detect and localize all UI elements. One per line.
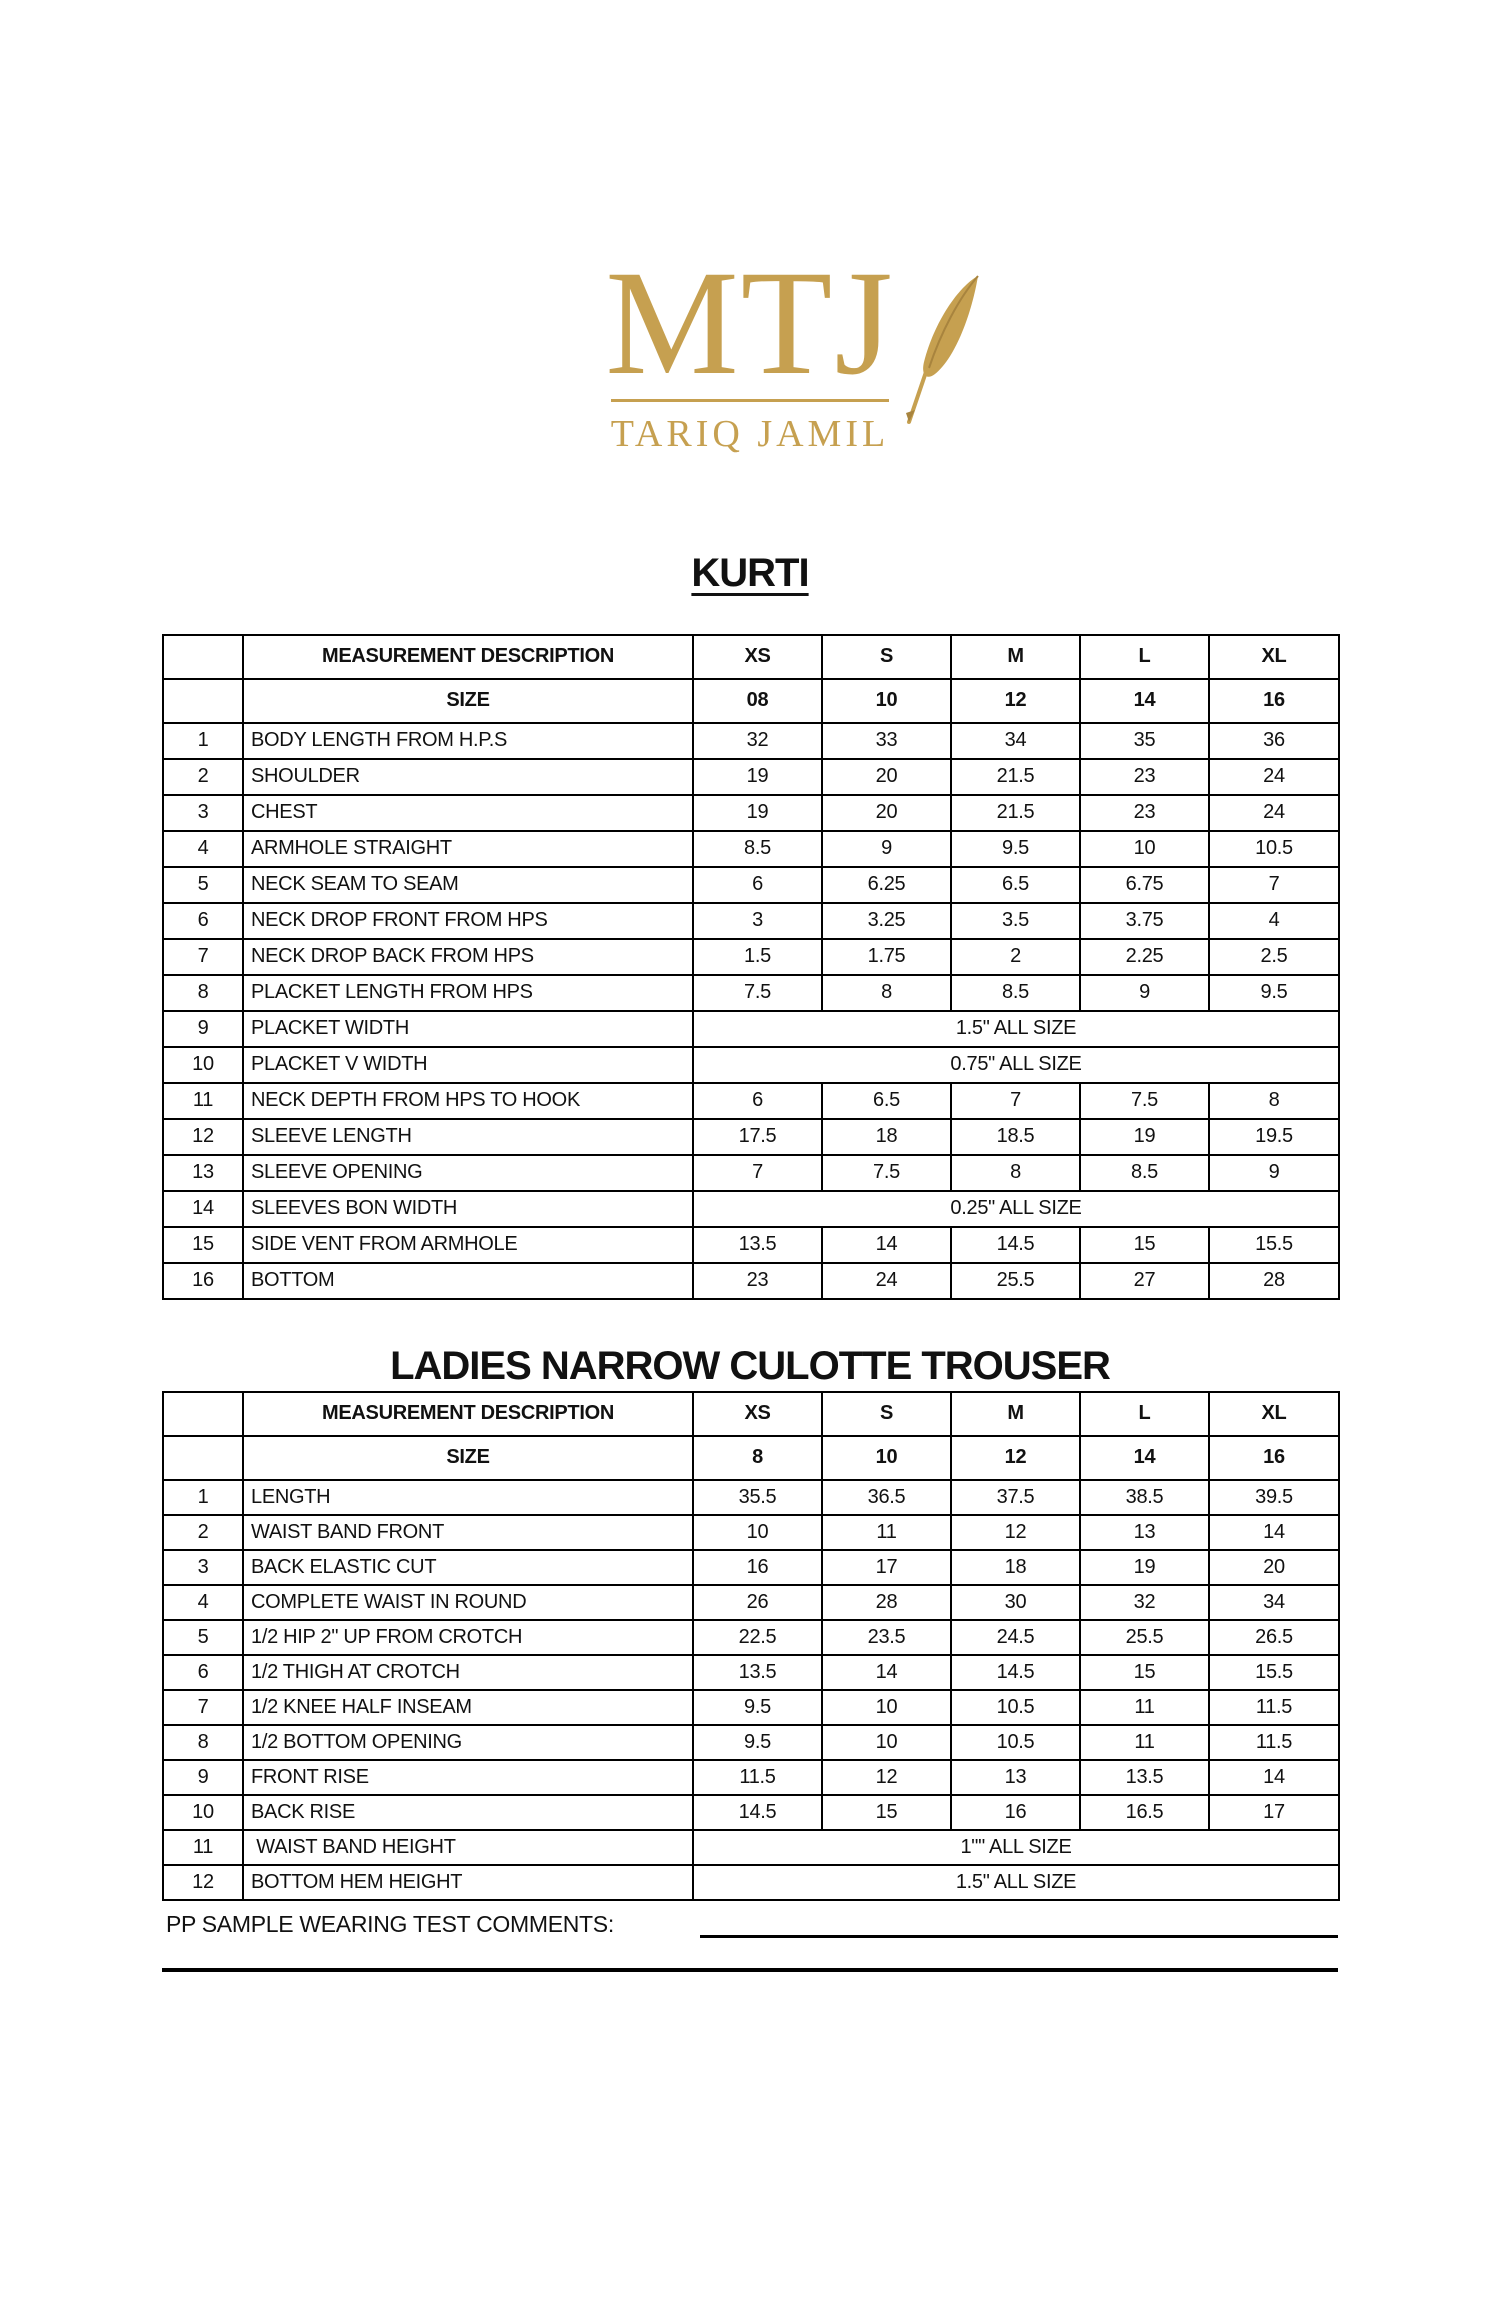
comments-label: PP SAMPLE WEARING TEST COMMENTS: bbox=[166, 1910, 614, 1937]
table-row bbox=[163, 1119, 1339, 1155]
measurement-value-cell: 13.5 bbox=[1080, 1760, 1209, 1795]
measurement-value-cell: 8.5 bbox=[1080, 1155, 1209, 1191]
measurement-value-cell: 33 bbox=[822, 723, 951, 759]
measurement-value-cell: 35 bbox=[1080, 723, 1209, 759]
table-row bbox=[163, 1515, 1339, 1550]
all-size-merged-cell: 0.75" ALL SIZE bbox=[693, 1047, 1339, 1083]
measurement-description-cell: BACK ELASTIC CUT bbox=[243, 1550, 693, 1585]
table-row bbox=[163, 1047, 1339, 1083]
measurement-value-cell: 36.5 bbox=[822, 1480, 951, 1515]
measurement-value-cell: 9.5 bbox=[1209, 975, 1339, 1011]
size-column-header: S bbox=[822, 1392, 951, 1436]
measurement-value-cell: 26.5 bbox=[1209, 1620, 1339, 1655]
row-number-cell: 7 bbox=[163, 1690, 243, 1725]
measurement-description-cell: 1/2 THIGH AT CROTCH bbox=[243, 1655, 693, 1690]
row-number-cell: 13 bbox=[163, 1155, 243, 1191]
row-number-cell: 11 bbox=[163, 1830, 243, 1865]
measurement-value-cell: 34 bbox=[1209, 1585, 1339, 1620]
measurement-value-cell: 11 bbox=[1080, 1725, 1209, 1760]
brand-logo bbox=[162, 240, 1338, 456]
size-row-value: 16 bbox=[1209, 1436, 1339, 1480]
measurement-description-cell: LENGTH bbox=[243, 1480, 693, 1515]
table-row bbox=[163, 939, 1339, 975]
measurement-description-header: MEASUREMENT DESCRIPTION bbox=[243, 1392, 693, 1436]
measurement-value-cell: 6.5 bbox=[822, 1083, 951, 1119]
brand-monogram: MTJ bbox=[605, 240, 895, 406]
measurement-value-cell: 7 bbox=[1209, 867, 1339, 903]
measurement-value-cell: 38.5 bbox=[1080, 1480, 1209, 1515]
measurement-value-cell: 18 bbox=[822, 1119, 951, 1155]
corner-cell bbox=[163, 679, 243, 723]
measurement-value-cell: 11.5 bbox=[1209, 1725, 1339, 1760]
section-title-kurti: KURTI bbox=[691, 550, 809, 595]
table-row bbox=[163, 1690, 1339, 1725]
measurement-value-cell: 3.75 bbox=[1080, 903, 1209, 939]
row-number-cell: 11 bbox=[163, 1083, 243, 1119]
row-number-cell: 10 bbox=[163, 1047, 243, 1083]
measurement-description-cell: 1/2 HIP 2" UP FROM CROTCH bbox=[243, 1620, 693, 1655]
measurement-value-cell: 4 bbox=[1209, 903, 1339, 939]
measurement-value-cell: 3.5 bbox=[951, 903, 1080, 939]
measurement-value-cell: 9 bbox=[1209, 1155, 1339, 1191]
measurement-description-cell: BACK RISE bbox=[243, 1795, 693, 1830]
table-row bbox=[163, 1865, 1339, 1900]
row-number-cell: 3 bbox=[163, 795, 243, 831]
table-row bbox=[163, 1760, 1339, 1795]
measurement-value-cell: 10.5 bbox=[1209, 831, 1339, 867]
measurement-value-cell: 14 bbox=[1209, 1515, 1339, 1550]
table-row bbox=[163, 759, 1339, 795]
table-row bbox=[163, 1830, 1339, 1865]
measurement-value-cell: 17 bbox=[1209, 1795, 1339, 1830]
size-row-value: 14 bbox=[1080, 1436, 1209, 1480]
measurement-description-cell: SHOULDER bbox=[243, 759, 693, 795]
measurement-value-cell: 20 bbox=[822, 795, 951, 831]
measurement-value-cell: 14.5 bbox=[951, 1227, 1080, 1263]
row-number-cell: 5 bbox=[163, 867, 243, 903]
measurement-description-cell: SIDE VENT FROM ARMHOLE bbox=[243, 1227, 693, 1263]
measurement-value-cell: 3 bbox=[693, 903, 822, 939]
measurement-value-cell: 2.25 bbox=[1080, 939, 1209, 975]
size-column-header: XS bbox=[693, 635, 822, 679]
measurement-description-cell: BODY LENGTH FROM H.P.S bbox=[243, 723, 693, 759]
table-row bbox=[163, 1263, 1339, 1299]
table-row bbox=[163, 1585, 1339, 1620]
size-column-header: L bbox=[1080, 1392, 1209, 1436]
row-number-cell: 1 bbox=[163, 723, 243, 759]
measurement-value-cell: 24.5 bbox=[951, 1620, 1080, 1655]
measurement-value-cell: 11.5 bbox=[693, 1760, 822, 1795]
measurement-description-header: MEASUREMENT DESCRIPTION bbox=[243, 635, 693, 679]
measurement-value-cell: 24 bbox=[1209, 759, 1339, 795]
row-number-cell: 3 bbox=[163, 1550, 243, 1585]
measurement-value-cell: 19 bbox=[1080, 1550, 1209, 1585]
measurement-value-cell: 8.5 bbox=[693, 831, 822, 867]
measurement-value-cell: 37.5 bbox=[951, 1480, 1080, 1515]
measurement-value-cell: 15.5 bbox=[1209, 1227, 1339, 1263]
measurement-value-cell: 11 bbox=[822, 1515, 951, 1550]
measurement-value-cell: 6.25 bbox=[822, 867, 951, 903]
measurement-value-cell: 17.5 bbox=[693, 1119, 822, 1155]
measurement-value-cell: 30 bbox=[951, 1585, 1080, 1620]
header-row bbox=[163, 1392, 1339, 1436]
measurement-value-cell: 23 bbox=[1080, 759, 1209, 795]
size-row-label: SIZE bbox=[243, 679, 693, 723]
measurement-value-cell: 20 bbox=[822, 759, 951, 795]
size-row-label: SIZE bbox=[243, 1436, 693, 1480]
measurement-value-cell: 13 bbox=[951, 1760, 1080, 1795]
row-number-cell: 12 bbox=[163, 1865, 243, 1900]
measurement-value-cell: 25.5 bbox=[951, 1263, 1080, 1299]
measurement-value-cell: 3.25 bbox=[822, 903, 951, 939]
measurement-value-cell: 24 bbox=[1209, 795, 1339, 831]
measurement-value-cell: 36 bbox=[1209, 723, 1339, 759]
measurement-value-cell: 10 bbox=[693, 1515, 822, 1550]
measurement-value-cell: 1.5 bbox=[693, 939, 822, 975]
row-number-cell: 4 bbox=[163, 831, 243, 867]
table-row bbox=[163, 867, 1339, 903]
size-column-header: XL bbox=[1209, 1392, 1339, 1436]
corner-cell bbox=[163, 635, 243, 679]
size-row-value: 10 bbox=[822, 679, 951, 723]
corner-cell bbox=[163, 1392, 243, 1436]
measurement-value-cell: 32 bbox=[1080, 1585, 1209, 1620]
comments-blank-line bbox=[700, 1914, 1338, 1938]
measurement-value-cell: 19 bbox=[693, 759, 822, 795]
row-number-cell: 7 bbox=[163, 939, 243, 975]
measurement-value-cell: 10.5 bbox=[951, 1690, 1080, 1725]
row-number-cell: 6 bbox=[163, 1655, 243, 1690]
size-row-value: 16 bbox=[1209, 679, 1339, 723]
measurement-value-cell: 34 bbox=[951, 723, 1080, 759]
measurement-value-cell: 12 bbox=[822, 1760, 951, 1795]
measurement-value-cell: 16 bbox=[951, 1795, 1080, 1830]
measurement-value-cell: 22.5 bbox=[693, 1620, 822, 1655]
measurement-description-cell: WAIST BAND HEIGHT bbox=[243, 1830, 693, 1865]
size-column-header: XL bbox=[1209, 635, 1339, 679]
size-column-header: L bbox=[1080, 635, 1209, 679]
size-column-header: S bbox=[822, 635, 951, 679]
measurement-description-cell: NECK SEAM TO SEAM bbox=[243, 867, 693, 903]
size-row-value: 12 bbox=[951, 679, 1080, 723]
size-column-header: M bbox=[951, 635, 1080, 679]
measurement-description-cell: 1/2 KNEE HALF INSEAM bbox=[243, 1690, 693, 1725]
measurement-value-cell: 32 bbox=[693, 723, 822, 759]
measurement-description-cell: WAIST BAND FRONT bbox=[243, 1515, 693, 1550]
table-row bbox=[163, 1011, 1339, 1047]
measurement-description-cell: BOTTOM bbox=[243, 1263, 693, 1299]
measurement-value-cell: 35.5 bbox=[693, 1480, 822, 1515]
measurement-value-cell: 21.5 bbox=[951, 795, 1080, 831]
quill-feather-icon bbox=[901, 272, 983, 430]
measurement-description-cell: PLACKET V WIDTH bbox=[243, 1047, 693, 1083]
measurement-value-cell: 13.5 bbox=[693, 1655, 822, 1690]
table-row bbox=[163, 975, 1339, 1011]
measurement-value-cell: 19.5 bbox=[1209, 1119, 1339, 1155]
measurement-value-cell: 15 bbox=[1080, 1227, 1209, 1263]
measurement-value-cell: 10 bbox=[822, 1690, 951, 1725]
measurement-value-cell: 21.5 bbox=[951, 759, 1080, 795]
size-column-header: M bbox=[951, 1392, 1080, 1436]
measurement-value-cell: 13.5 bbox=[693, 1227, 822, 1263]
measurement-value-cell: 8 bbox=[951, 1155, 1080, 1191]
measurement-description-cell: 1/2 BOTTOM OPENING bbox=[243, 1725, 693, 1760]
table-row bbox=[163, 723, 1339, 759]
table-row bbox=[163, 1655, 1339, 1690]
row-number-cell: 2 bbox=[163, 1515, 243, 1550]
row-number-cell: 6 bbox=[163, 903, 243, 939]
measurement-value-cell: 9.5 bbox=[951, 831, 1080, 867]
size-row-value: 8 bbox=[693, 1436, 822, 1480]
table-row bbox=[163, 1480, 1339, 1515]
measurement-description-cell: SLEEVE OPENING bbox=[243, 1155, 693, 1191]
size-row-value: 10 bbox=[822, 1436, 951, 1480]
measurement-value-cell: 7.5 bbox=[1080, 1083, 1209, 1119]
measurement-value-cell: 15 bbox=[822, 1795, 951, 1830]
row-number-cell: 10 bbox=[163, 1795, 243, 1830]
measurement-value-cell: 14.5 bbox=[951, 1655, 1080, 1690]
table-row bbox=[163, 831, 1339, 867]
measurement-value-cell: 9 bbox=[1080, 975, 1209, 1011]
measurement-value-cell: 7.5 bbox=[693, 975, 822, 1011]
row-number-cell: 9 bbox=[163, 1011, 243, 1047]
table-row bbox=[163, 1155, 1339, 1191]
table-row bbox=[163, 1550, 1339, 1585]
measurement-value-cell: 11 bbox=[1080, 1690, 1209, 1725]
row-number-cell: 5 bbox=[163, 1620, 243, 1655]
measurement-value-cell: 23 bbox=[1080, 795, 1209, 831]
measurement-value-cell: 13 bbox=[1080, 1515, 1209, 1550]
measurement-description-cell: SLEEVE LENGTH bbox=[243, 1119, 693, 1155]
measurement-value-cell: 23.5 bbox=[822, 1620, 951, 1655]
size-column-header: XS bbox=[693, 1392, 822, 1436]
measurement-value-cell: 12 bbox=[951, 1515, 1080, 1550]
measurement-value-cell: 15 bbox=[1080, 1655, 1209, 1690]
row-number-cell: 8 bbox=[163, 975, 243, 1011]
measurement-value-cell: 6 bbox=[693, 867, 822, 903]
table-row bbox=[163, 903, 1339, 939]
measurement-value-cell: 9 bbox=[822, 831, 951, 867]
measurement-value-cell: 28 bbox=[1209, 1263, 1339, 1299]
table-row bbox=[163, 1725, 1339, 1760]
size-row bbox=[163, 679, 1339, 723]
measurement-value-cell: 10 bbox=[822, 1725, 951, 1760]
measurement-value-cell: 27 bbox=[1080, 1263, 1209, 1299]
row-number-cell: 4 bbox=[163, 1585, 243, 1620]
corner-cell bbox=[163, 1436, 243, 1480]
row-number-cell: 12 bbox=[163, 1119, 243, 1155]
comments-row bbox=[162, 1911, 1338, 1938]
measurement-value-cell: 1.75 bbox=[822, 939, 951, 975]
measurement-description-cell: NECK DROP FRONT FROM HPS bbox=[243, 903, 693, 939]
measurement-value-cell: 8.5 bbox=[951, 975, 1080, 1011]
size-row bbox=[163, 1436, 1339, 1480]
table-row bbox=[163, 1083, 1339, 1119]
measurement-description-cell: SLEEVES BON WIDTH bbox=[243, 1191, 693, 1227]
measurement-value-cell: 16 bbox=[693, 1550, 822, 1585]
row-number-cell: 8 bbox=[163, 1725, 243, 1760]
measurement-value-cell: 14 bbox=[822, 1655, 951, 1690]
header-row bbox=[163, 635, 1339, 679]
brand-name: TARIQ JAMIL bbox=[610, 412, 890, 455]
row-number-cell: 2 bbox=[163, 759, 243, 795]
measurement-description-cell: PLACKET LENGTH FROM HPS bbox=[243, 975, 693, 1011]
measurement-value-cell: 28 bbox=[822, 1585, 951, 1620]
measurement-description-cell: BOTTOM HEM HEIGHT bbox=[243, 1865, 693, 1900]
size-row-value: 14 bbox=[1080, 679, 1209, 723]
measurement-value-cell: 16.5 bbox=[1080, 1795, 1209, 1830]
measurement-description-cell: CHEST bbox=[243, 795, 693, 831]
measurement-description-cell: NECK DROP BACK FROM HPS bbox=[243, 939, 693, 975]
measurement-value-cell: 2.5 bbox=[1209, 939, 1339, 975]
measurement-description-cell: PLACKET WIDTH bbox=[243, 1011, 693, 1047]
measurement-value-cell: 14 bbox=[822, 1227, 951, 1263]
measurement-value-cell: 15.5 bbox=[1209, 1655, 1339, 1690]
trouser-measurement-table bbox=[162, 1391, 1340, 1901]
row-number-cell: 15 bbox=[163, 1227, 243, 1263]
all-size-merged-cell: 1"" ALL SIZE bbox=[693, 1830, 1339, 1865]
table-row bbox=[163, 1227, 1339, 1263]
bottom-rule bbox=[162, 1968, 1338, 1972]
measurement-value-cell: 25.5 bbox=[1080, 1620, 1209, 1655]
measurement-value-cell: 6 bbox=[693, 1083, 822, 1119]
measurement-value-cell: 19 bbox=[693, 795, 822, 831]
measurement-value-cell: 9.5 bbox=[693, 1690, 822, 1725]
row-number-cell: 16 bbox=[163, 1263, 243, 1299]
measurement-value-cell: 14.5 bbox=[693, 1795, 822, 1830]
measurement-value-cell: 18.5 bbox=[951, 1119, 1080, 1155]
measurement-value-cell: 6.5 bbox=[951, 867, 1080, 903]
section-title-trouser: LADIES NARROW CULOTTE TROUSER bbox=[390, 1343, 1110, 1388]
measurement-value-cell: 6.75 bbox=[1080, 867, 1209, 903]
measurement-value-cell: 7 bbox=[951, 1083, 1080, 1119]
all-size-merged-cell: 1.5" ALL SIZE bbox=[693, 1011, 1339, 1047]
measurement-value-cell: 10 bbox=[1080, 831, 1209, 867]
measurement-value-cell: 20 bbox=[1209, 1550, 1339, 1585]
all-size-merged-cell: 0.25" ALL SIZE bbox=[693, 1191, 1339, 1227]
table-row bbox=[163, 1620, 1339, 1655]
measurement-value-cell: 26 bbox=[693, 1585, 822, 1620]
measurement-value-cell: 11.5 bbox=[1209, 1690, 1339, 1725]
size-row-value: 12 bbox=[951, 1436, 1080, 1480]
measurement-value-cell: 7.5 bbox=[822, 1155, 951, 1191]
measurement-value-cell: 17 bbox=[822, 1550, 951, 1585]
measurement-value-cell: 8 bbox=[1209, 1083, 1339, 1119]
measurement-value-cell: 7 bbox=[693, 1155, 822, 1191]
row-number-cell: 9 bbox=[163, 1760, 243, 1795]
measurement-value-cell: 2 bbox=[951, 939, 1080, 975]
measurement-value-cell: 14 bbox=[1209, 1760, 1339, 1795]
measurement-description-cell: NECK DEPTH FROM HPS TO HOOK bbox=[243, 1083, 693, 1119]
measurement-value-cell: 9.5 bbox=[693, 1725, 822, 1760]
measurement-description-cell: ARMHOLE STRAIGHT bbox=[243, 831, 693, 867]
all-size-merged-cell: 1.5" ALL SIZE bbox=[693, 1865, 1339, 1900]
measurement-value-cell: 18 bbox=[951, 1550, 1080, 1585]
measurement-value-cell: 23 bbox=[693, 1263, 822, 1299]
measurement-description-cell: FRONT RISE bbox=[243, 1760, 693, 1795]
measurement-value-cell: 10.5 bbox=[951, 1725, 1080, 1760]
row-number-cell: 1 bbox=[163, 1480, 243, 1515]
size-row-value: 08 bbox=[693, 679, 822, 723]
table-row bbox=[163, 1795, 1339, 1830]
table-row bbox=[163, 795, 1339, 831]
measurement-value-cell: 39.5 bbox=[1209, 1480, 1339, 1515]
measurement-description-cell: COMPLETE WAIST IN ROUND bbox=[243, 1585, 693, 1620]
measurement-value-cell: 8 bbox=[822, 975, 951, 1011]
kurti-measurement-table bbox=[162, 634, 1340, 1300]
measurement-value-cell: 24 bbox=[822, 1263, 951, 1299]
row-number-cell: 14 bbox=[163, 1191, 243, 1227]
measurement-value-cell: 19 bbox=[1080, 1119, 1209, 1155]
table-row bbox=[163, 1191, 1339, 1227]
